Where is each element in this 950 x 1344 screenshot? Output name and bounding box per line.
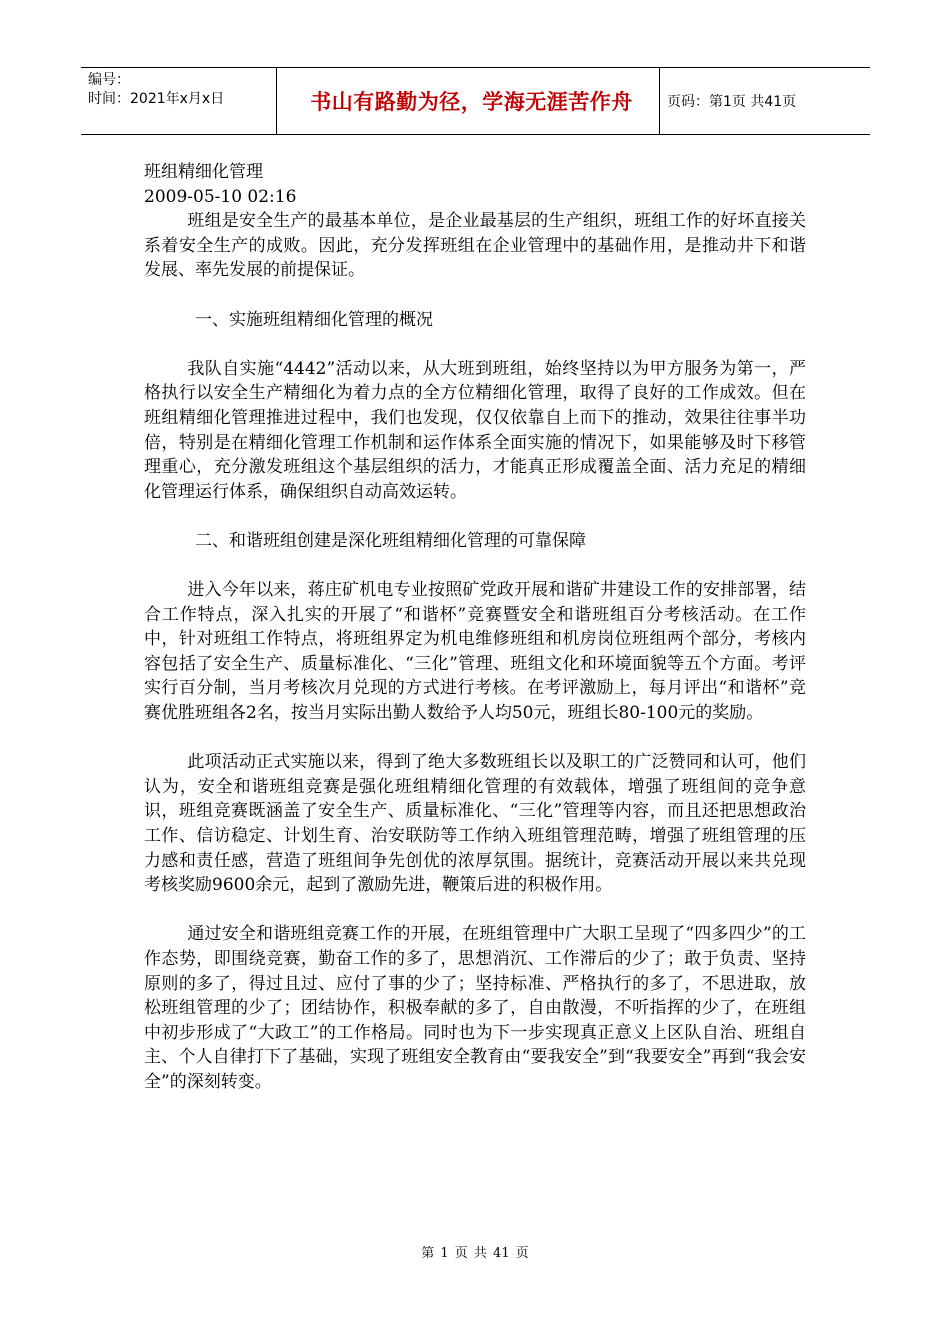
header-motto: 书山有路勤为径，学海无涯苦作舟 <box>310 90 633 114</box>
spacer <box>144 554 806 579</box>
spacer <box>144 898 806 923</box>
spacer <box>144 726 806 751</box>
header-divider <box>659 68 660 134</box>
header-meta <box>88 71 224 109</box>
document-header <box>81 67 870 135</box>
section-heading: 一、实施班组精细化管理的概况 <box>195 309 433 330</box>
spacer <box>144 283 806 308</box>
document-date: 2009-05-10 02:16 <box>144 186 297 207</box>
document-body <box>144 160 806 1095</box>
spacer <box>144 332 806 357</box>
page-footer: 第 1 页 共 41 页 <box>421 1246 529 1261</box>
header-divider <box>276 68 277 134</box>
serial-number-label: 编号： <box>88 72 130 88</box>
time-label: 时间：2021年x月x日 <box>88 91 225 107</box>
body-paragraph: 通过安全和谐班组竞赛工作的开展，在班组管理中广大职工呈现了“四多四少”的工作态势，即围绕竞赛，勤奋工作的多了，思想消沉、工作滞后的少了；敢于负责、坚持原则的多了，得过且过、应付了事的少了；坚持标准、严格执行的多了，不思进取，放松班组管理的少了；团结协作，积极奉献的多了，自由散漫，不听指挥的少了，在班组中初步形成了“大政工”的工作格局。同时也为下一步实现真正意义上区队自治、班组自主、个人自律打下了基础，实现了班组安全教育由“要我安全”到“我要安全”再到“我会安全”的深刻转变。 <box>144 924 806 1092</box>
body-paragraph: 我队自实施“4442”活动以来，从大班到班组，始终坚持以为甲方服务为第一，严格执行以安全生产精细化为着力点的全方位精细化管理，取得了良好的工作成效。但在班组精细化管理推进过程中，我们也发现，仅仅依靠自上而下的推动，效果往往事半功倍，特别是在精细化管理工作机制和运作体系全面实施的情况下，如果能够及时下移管理重心，充分激发班组这个基层组织的活力，才能真正形成覆盖全面、活力充足的精细化管理运行体系，确保组织自动高效运转。 <box>144 358 806 502</box>
intro-paragraph: 班组是安全生产的最基本单位，是企业最基层的生产组织，班组工作的好坏直接关系着安全生产的成败。因此，充分发挥班组在企业管理中的基础作用，是推动井下和谐发展、率先发展的前提保证。 <box>144 211 806 281</box>
section-heading: 二、和谐班组创建是深化班组精细化管理的可靠保障 <box>195 530 586 551</box>
header-page-number: 页码：第1页 共41页 <box>667 94 797 110</box>
body-paragraph: 此项活动正式实施以来，得到了绝大多数班组长以及职工的广泛赞同和认可，他们认为，安全和谐班组竞赛是强化班组精细化管理的有效载体，增强了班组间的竞争意识，班组竞赛既涵盖了安全生产、质量标准化、“三化”管理等内容，而且还把思想政治工作、信访稳定、计划生育、治安联防等工作纳入班组管理范畴，增强了班组管理的压力感和责任感，营造了班组间争先创优的浓厚氛围。据统计，竞赛活动开展以来共兑现考核奖励9600余元，起到了激励先进，鞭策后进的积极作用。 <box>144 752 806 896</box>
document-title: 班组精细化管理 <box>144 162 263 182</box>
body-paragraph: 进入今年以来，蒋庄矿机电专业按照矿党政开展和谐矿井建设工作的安排部署，结合工作特点，深入扎实的开展了“和谐杯”竞赛暨安全和谐班组百分考核活动。在工作中，针对班组工作特点，将班组界定为机电维修班组和机房岗位班组两个部分，考核内容包括了安全生产、质量标准化、“三化”管理、班组文化和环境面貌等五个方面。考评实行百分制，当月考核次月兑现的方式进行考核。在考评激励上，每月评出“和谐杯”竞赛优胜班组各2名，按当月实际出勤人数给予人均50元，班组长80-100元的奖励。 <box>144 580 806 724</box>
spacer <box>144 504 806 529</box>
